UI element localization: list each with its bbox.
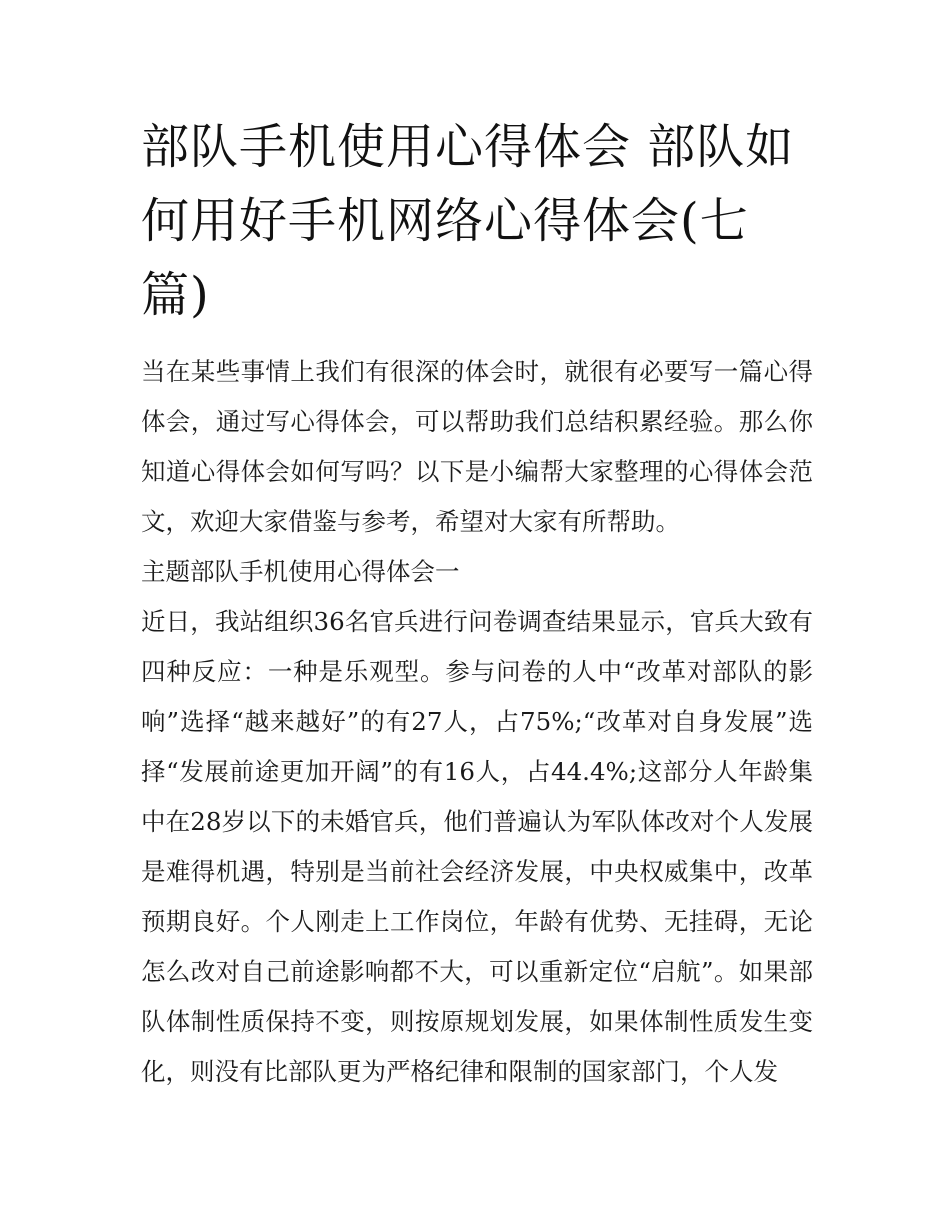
document-page bbox=[141, 110, 813, 1097]
body-paragraph: 近日，我站组织36名官兵进行问卷调查结果显示，官兵大致有四种反应：一种是乐观型。参与问卷的人中“改革对部队的影响”选择“越来越好”的有27人，占75%;“改革对自身发展”选择“发展前途更加开阔”的有16人，占44.4%;这部分人年龄集中在28岁以下的未婚官兵，他们普遍认为军队体改对个人发展是难得机遇，特别是当前社会经济发展，中央权威集中，改革预期良好。个人刚走上工作岗位，年龄有优势、无挂碍，无论怎么改对自己前途影响都不大，可以重新定位“启航”。如果部队体制性质保持不变，则按原规划发展，如果体制性质发生变化，则没有比部队更为严格纪律和限制的国家部门，个人发 bbox=[141, 607, 813, 1086]
document-title: 部队手机使用心得体会 部队如何用好手机网络心得体会(七篇) bbox=[141, 119, 795, 323]
section-heading: 主题部队手机使用心得体会一 bbox=[141, 557, 460, 586]
intro-paragraph: 当在某些事情上我们有很深的体会时，就很有必要写一篇心得体会，通过写心得体会，可以帮助我们总结积累经验。那么你知道心得体会如何写吗？以下是小编帮大家整理的心得体会范文，欢迎大家借鉴与参考，希望对大家有所帮助。 bbox=[141, 357, 813, 536]
